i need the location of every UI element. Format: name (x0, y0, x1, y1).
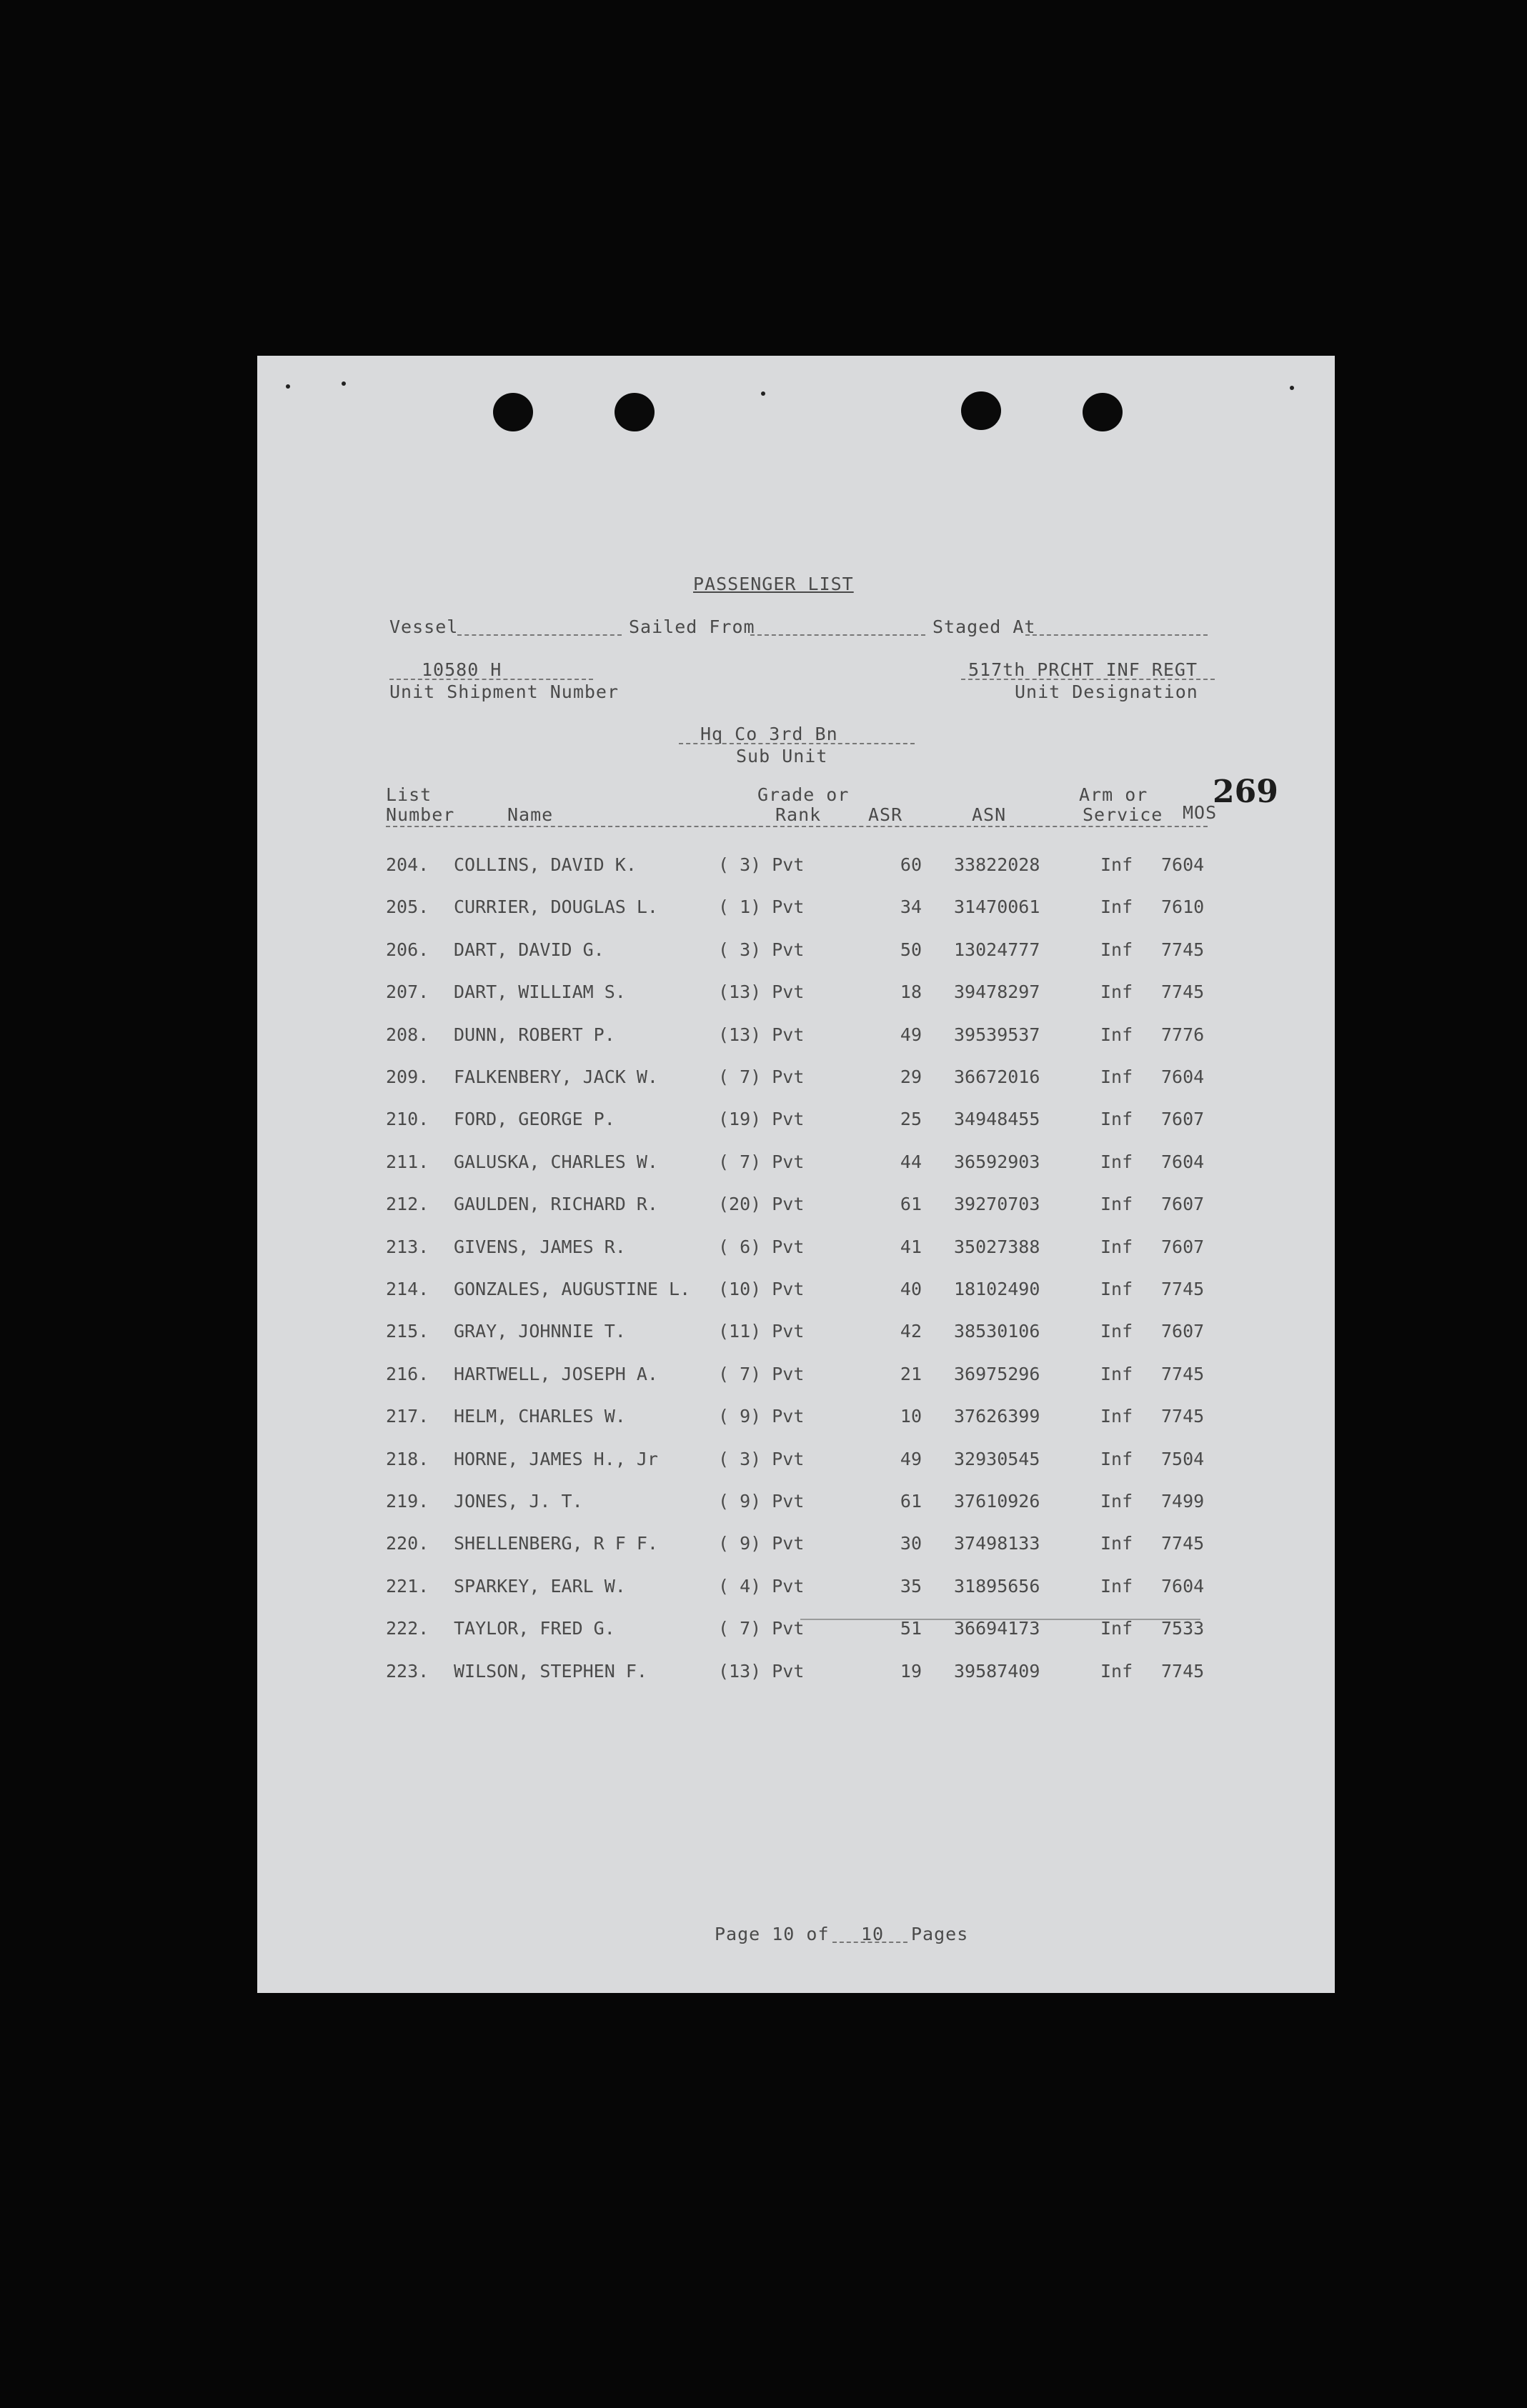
passenger-name: COLLINS, DAVID K. (454, 854, 637, 875)
unit-shipment-label: Unit Shipment Number (389, 681, 620, 702)
mos-code: 7745 (1161, 1406, 1205, 1427)
passenger-name: SPARKEY, EARL W. (454, 1575, 626, 1597)
arm-service: Inf (1100, 1448, 1133, 1469)
mos-code: 7745 (1161, 1279, 1205, 1299)
list-number: 205. (386, 896, 429, 918)
table-row (386, 1279, 1272, 1300)
arm-service: Inf (1100, 1660, 1133, 1682)
arm-service: Inf (1100, 1151, 1133, 1172)
mos-code: 7745 (1161, 1363, 1205, 1384)
list-number: 207. (386, 981, 429, 1003)
arm-service: Inf (1100, 1109, 1133, 1130)
document-title: PASSENGER LIST (693, 574, 854, 594)
grade-rank: ( 7) Pvt (718, 1151, 805, 1172)
asn-value: 33822028 (954, 854, 1040, 875)
arm-service: Inf (1100, 1236, 1133, 1257)
asr-value: 35 (900, 1575, 922, 1597)
mos-code: 7610 (1161, 896, 1205, 918)
list-number: 221. (386, 1575, 429, 1597)
list-number: 214. (386, 1279, 429, 1299)
passenger-name: TAYLOR, FRED G. (454, 1618, 615, 1639)
punch-hole (615, 393, 655, 431)
grade-rank: ( 7) Pvt (718, 1363, 805, 1384)
asr-value: 21 (900, 1363, 922, 1384)
mos-code: 7607 (1161, 1321, 1205, 1342)
mos-code: 7776 (1161, 1024, 1205, 1045)
grade-rank: (19) Pvt (718, 1109, 805, 1130)
asn-value: 38530106 (954, 1321, 1040, 1342)
sub-unit: Hq Co 3rd Bn (700, 724, 838, 744)
col-asr: ASR (868, 804, 903, 825)
list-number: 215. (386, 1321, 429, 1342)
table-row (386, 1533, 1272, 1554)
passenger-name: HELM, CHARLES W. (454, 1406, 626, 1427)
passenger-name: SHELLENBERG, R F F. (454, 1533, 658, 1554)
punch-hole (961, 391, 1001, 430)
list-number: 211. (386, 1151, 429, 1172)
passenger-name: GALUSKA, CHARLES W. (454, 1151, 658, 1172)
arm-service: Inf (1100, 1066, 1133, 1087)
grade-rank: (10) Pvt (718, 1279, 805, 1299)
unit-designation-label: Unit Designation (1015, 681, 1198, 702)
mos-code: 7499 (1161, 1491, 1205, 1512)
mos-code: 7607 (1161, 1236, 1205, 1257)
arm-service: Inf (1100, 1194, 1133, 1215)
list-number: 223. (386, 1660, 429, 1682)
passenger-name: GAULDEN, RICHARD R. (454, 1194, 658, 1215)
arm-service: Inf (1100, 1575, 1133, 1597)
grade-rank: ( 7) Pvt (718, 1618, 805, 1639)
asr-value: 30 (900, 1533, 922, 1554)
grade-rank: (13) Pvt (718, 981, 805, 1003)
asr-value: 49 (900, 1024, 922, 1045)
arm-service: Inf (1100, 1363, 1133, 1384)
asr-value: 34 (900, 896, 922, 918)
arm-service: Inf (1100, 981, 1133, 1003)
mos-code: 7745 (1161, 1660, 1205, 1682)
footer-page-label: Page 10 of (715, 1924, 830, 1944)
col-name: Name (507, 804, 554, 825)
mos-code: 7745 (1161, 939, 1205, 960)
table-row (386, 939, 1272, 961)
asn-value: 18102490 (954, 1279, 1040, 1299)
asr-value: 50 (900, 939, 922, 960)
passenger-name: GIVENS, JAMES R. (454, 1236, 626, 1257)
col-arm-2: Service (1083, 804, 1163, 825)
table-row (386, 1024, 1272, 1046)
arm-service: Inf (1100, 1533, 1133, 1554)
mos-code: 7607 (1161, 1109, 1205, 1130)
table-row (386, 1491, 1272, 1512)
asn-value: 31470061 (954, 896, 1040, 918)
table-row (386, 896, 1272, 918)
vessel-label: Vessel (389, 616, 459, 637)
arm-service: Inf (1100, 1618, 1133, 1639)
passenger-name: JONES, J. T. (454, 1491, 583, 1512)
col-asn: ASN (972, 804, 1007, 825)
asn-value: 36672016 (954, 1066, 1040, 1087)
asr-value: 61 (900, 1194, 922, 1215)
table-row (386, 1109, 1272, 1130)
table-row (386, 1661, 1272, 1682)
arm-service: Inf (1100, 1024, 1133, 1045)
mos-code: 7604 (1161, 854, 1205, 875)
table-row (386, 854, 1272, 876)
mos-code: 7504 (1161, 1448, 1205, 1469)
col-list-1: List (386, 784, 432, 805)
page-stamp-number: 269 (1213, 774, 1278, 810)
arm-service: Inf (1100, 1406, 1133, 1427)
passenger-name: HORNE, JAMES H., Jr (454, 1448, 658, 1469)
list-number: 219. (386, 1491, 429, 1512)
list-number: 222. (386, 1618, 429, 1639)
grade-rank: (13) Pvt (718, 1660, 805, 1682)
asr-value: 44 (900, 1151, 922, 1172)
punch-hole (493, 393, 533, 431)
list-number: 217. (386, 1406, 429, 1427)
unit-shipment-number: 10580 H (422, 659, 502, 680)
asr-value: 18 (900, 981, 922, 1003)
asn-value: 32930545 (954, 1448, 1040, 1469)
asn-value: 37626399 (954, 1406, 1040, 1427)
list-number: 218. (386, 1448, 429, 1469)
passenger-name: CURRIER, DOUGLAS L. (454, 896, 658, 918)
list-number: 212. (386, 1194, 429, 1215)
sailed-from-label: Sailed From (629, 616, 755, 637)
unit-designation: 517th PRCHT INF REGT (968, 659, 1198, 680)
asr-value: 42 (900, 1321, 922, 1342)
grade-rank: ( 3) Pvt (718, 854, 805, 875)
passenger-name: FORD, GEORGE P. (454, 1109, 615, 1130)
table-row (386, 981, 1272, 1003)
mos-code: 7533 (1161, 1618, 1205, 1639)
col-grade-1: Grade or (757, 784, 850, 805)
asn-value: 39587409 (954, 1660, 1040, 1682)
arm-service: Inf (1100, 1491, 1133, 1512)
list-number: 204. (386, 854, 429, 875)
asr-value: 41 (900, 1236, 922, 1257)
asn-value: 39270703 (954, 1194, 1040, 1215)
list-number: 210. (386, 1109, 429, 1130)
asr-value: 40 (900, 1279, 922, 1299)
col-list-2: Number (386, 804, 455, 825)
grade-rank: (20) Pvt (718, 1194, 805, 1215)
passenger-name: DUNN, ROBERT P. (454, 1024, 615, 1045)
col-mos: MOS (1183, 802, 1218, 823)
arm-service: Inf (1100, 1321, 1133, 1342)
asr-value: 10 (900, 1406, 922, 1427)
passenger-name: FALKENBERY, JACK W. (454, 1066, 658, 1087)
asn-value: 35027388 (954, 1236, 1040, 1257)
asr-value: 60 (900, 854, 922, 875)
list-number: 208. (386, 1024, 429, 1045)
list-number: 213. (386, 1236, 429, 1257)
table-row (386, 1364, 1272, 1385)
asr-value: 51 (900, 1618, 922, 1639)
asr-value: 19 (900, 1660, 922, 1682)
arm-service: Inf (1100, 896, 1133, 918)
table-row (386, 1237, 1272, 1258)
mos-code: 7607 (1161, 1194, 1205, 1215)
table-row (386, 1449, 1272, 1470)
mos-code: 7745 (1161, 1533, 1205, 1554)
grade-rank: ( 9) Pvt (718, 1406, 805, 1427)
punch-hole (1083, 393, 1123, 431)
list-number: 220. (386, 1533, 429, 1554)
asn-value: 31895656 (954, 1575, 1040, 1597)
asr-value: 61 (900, 1491, 922, 1512)
arm-service: Inf (1100, 854, 1133, 875)
asn-value: 37610926 (954, 1491, 1040, 1512)
grade-rank: ( 9) Pvt (718, 1491, 805, 1512)
mos-code: 7604 (1161, 1066, 1205, 1087)
list-number: 209. (386, 1066, 429, 1087)
col-arm-1: Arm or (1079, 784, 1148, 805)
footer-total-pages: 10 (861, 1924, 885, 1944)
mos-code: 7604 (1161, 1575, 1205, 1597)
asn-value: 36694173 (954, 1618, 1040, 1639)
grade-rank: ( 6) Pvt (718, 1236, 805, 1257)
asn-value: 39539537 (954, 1024, 1040, 1045)
passenger-name: GRAY, JOHNNIE T. (454, 1321, 626, 1342)
asn-value: 34948455 (954, 1109, 1040, 1130)
grade-rank: ( 7) Pvt (718, 1066, 805, 1087)
grade-rank: (11) Pvt (718, 1321, 805, 1342)
asn-value: 36592903 (954, 1151, 1040, 1172)
mos-code: 7745 (1161, 981, 1205, 1003)
document-page (257, 356, 1335, 1993)
list-number: 206. (386, 939, 429, 960)
passenger-name: WILSON, STEPHEN F. (454, 1660, 647, 1682)
passenger-name: DART, DAVID G. (454, 939, 605, 960)
asn-value: 37498133 (954, 1533, 1040, 1554)
arm-service: Inf (1100, 939, 1133, 960)
grade-rank: ( 3) Pvt (718, 939, 805, 960)
table-row (386, 1151, 1272, 1173)
asr-value: 25 (900, 1109, 922, 1130)
grade-rank: ( 3) Pvt (718, 1448, 805, 1469)
grade-rank: ( 1) Pvt (718, 896, 805, 918)
list-number: 216. (386, 1363, 429, 1384)
asr-value: 29 (900, 1066, 922, 1087)
grade-rank: (13) Pvt (718, 1024, 805, 1045)
sub-unit-label: Sub Unit (736, 746, 828, 766)
table-row (386, 1618, 1272, 1639)
asn-value: 39478297 (954, 981, 1040, 1003)
asr-value: 49 (900, 1448, 922, 1469)
asn-value: 13024777 (954, 939, 1040, 960)
grade-rank: ( 4) Pvt (718, 1575, 805, 1597)
arm-service: Inf (1100, 1279, 1133, 1299)
table-row (386, 1066, 1272, 1088)
table-row (386, 1406, 1272, 1427)
staged-at-label: Staged At (932, 616, 1036, 637)
col-grade-2: Rank (775, 804, 822, 825)
passenger-name: DART, WILLIAM S. (454, 981, 626, 1003)
grade-rank: ( 9) Pvt (718, 1533, 805, 1554)
asn-value: 36975296 (954, 1363, 1040, 1384)
mos-code: 7604 (1161, 1151, 1205, 1172)
footer-pages-label: Pages (911, 1924, 969, 1944)
handwritten-strike (800, 1583, 1200, 1620)
table-row (386, 1321, 1272, 1342)
passenger-name: GONZALES, AUGUSTINE L. (454, 1279, 691, 1299)
passenger-name: HARTWELL, JOSEPH A. (454, 1363, 658, 1384)
table-row (386, 1194, 1272, 1215)
